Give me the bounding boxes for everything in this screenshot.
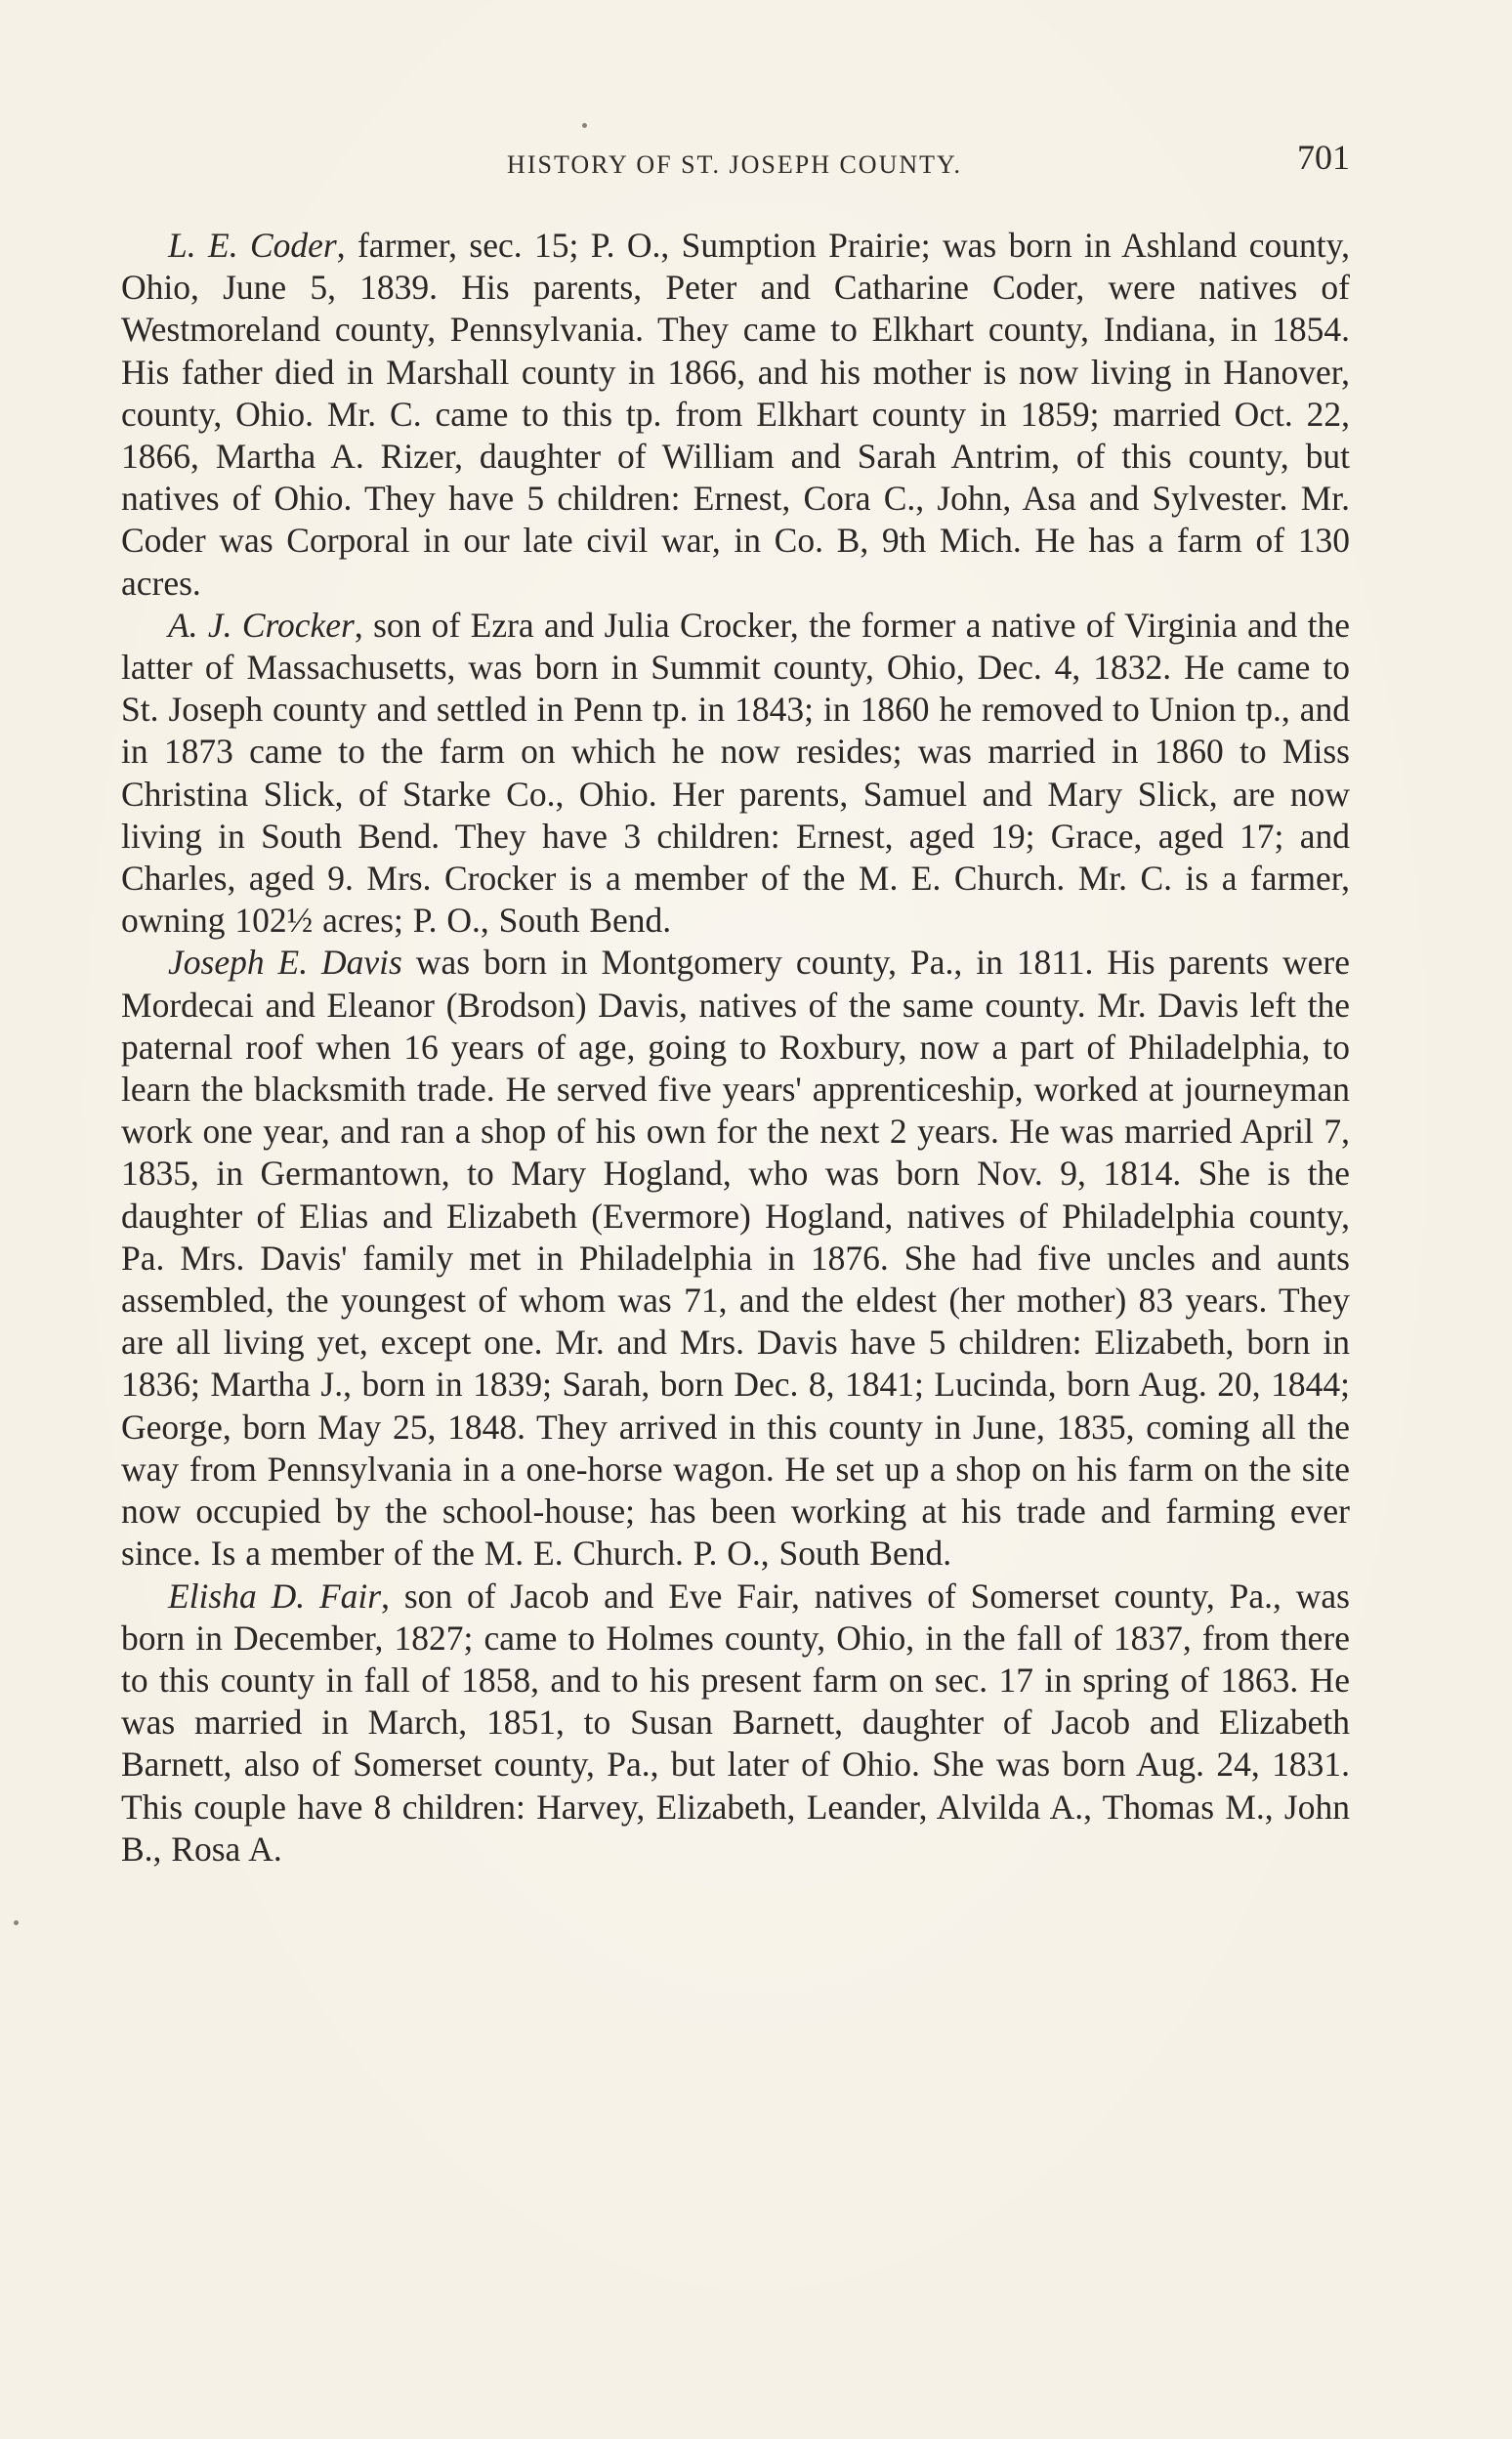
running-title: HISTORY OF ST. JOSEPH COUNTY. bbox=[507, 150, 962, 179]
person-name: A. J. Crocker bbox=[168, 605, 355, 645]
biography-entry bbox=[121, 942, 1350, 1575]
page-number: 701 bbox=[1297, 138, 1350, 177]
page-header bbox=[119, 137, 1350, 195]
print-speck bbox=[582, 123, 587, 128]
print-speck bbox=[14, 1920, 19, 1925]
person-name: L. E. Coder bbox=[168, 226, 337, 265]
person-name: Joseph E. Davis bbox=[168, 943, 402, 983]
biography-entry bbox=[121, 605, 1350, 943]
biography-text: , farmer, sec. 15; P. O., Sumption Prairie; was born in Ashland county, Ohio, June 5, 1839. His parents, Peter and Catharine Coder, were natives of Westmoreland county, Pennsylvania. They came to Elkhart county, Indiana, in 1854. His father died in Marshall county in 1866, and his mother is now living in Hanover, county, Ohio. Mr. C. came to this tp. from Elkhart county in 1859; married Oct. 22, 1866, Martha A. Rizer, daughter of William and Sarah Antrim, of this county, but natives of Ohio. They have 5 children: Ernest, Cora C., John, Asa and Sylvester. Mr. Coder was Corporal in our late civil war, in Co. B, 9th Mich. He has a farm of 130 acres. bbox=[121, 226, 1350, 603]
person-name: Elisha D. Fair bbox=[168, 1576, 382, 1616]
biography-text: was born in Montgomery county, Pa., in 1811. His parents were Mordecai and Eleanor (Brodson) Davis, natives of the same county. Mr. Davis left the paternal roof when 16 years of age, going to Roxbury, now a part of Philadelphia, to learn the blacksmith trade. He served five years' apprenticeship, worked at journeyman work one year, and ran a shop of his own for the next 2 years. He was married April 7, 1835, in Germantown, to Mary Hogland, who was born Nov. 9, 1814. She is the daughter of Elias and Elizabeth (Evermore) Hogland, natives of Philadelphia county, Pa. Mrs. Davis' family met in Philadelphia in 1876. She had five uncles and aunts assembled, the youngest of whom was 71, and the eldest (her mother) 83 years. They are all living yet, except one. Mr. and Mrs. Davis have 5 children: Elizabeth, born in 1836; Martha J., born in 1839; Sarah, born Dec. 8, 1841; Lucinda, born Aug. 20, 1844; George, born May 25, 1848. They arrived in this county in June, 1835, coming all the way from Pennsylvania in a one-horse wagon. He set up a shop on his farm on the site now occupied by the school-house; has been working at his trade and farming ever since. Is a member of the M. E. Church. P. O., South Bend. bbox=[121, 943, 1350, 1574]
biography-text: , son of Jacob and Eve Fair, natives of Somerset county, Pa., was born in December, 1827; came to Holmes county, Ohio, in the fall of 1837, from there to this county in fall of 1858, and to his present farm on sec. 17 in spring of 1863. He was married in March, 1851, to Susan Barnett, daughter of Jacob and Elizabeth Barnett, also of Somerset county, Pa., but later of Ohio. She was born Aug. 24, 1831. This couple have 8 children: Harvey, Elizabeth, Leander, Alvilda A., Thomas M., John B., Rosa A. bbox=[121, 1576, 1350, 1869]
biography-entry bbox=[121, 1576, 1350, 1871]
page-body bbox=[121, 225, 1350, 1871]
biography-entry bbox=[121, 225, 1350, 605]
biography-text: , son of Ezra and Julia Crocker, the former a native of Virginia and the latter of Massachusetts, was born in Summit county, Ohio, Dec. 4, 1832. He came to St. Joseph county and settled in Penn tp. in 1843; in 1860 he removed to Union tp., and in 1873 came to the farm on which he now resides; was married in 1860 to Miss Christina Slick, of Starke Co., Ohio. Her parents, Samuel and Mary Slick, are now living in South Bend. They have 3 children: Ernest, aged 19; Grace, aged 17; and Charles, aged 9. Mrs. Crocker is a member of the M. E. Church. Mr. C. is a farmer, owning 102½ acres; P. O., South Bend. bbox=[121, 605, 1350, 941]
